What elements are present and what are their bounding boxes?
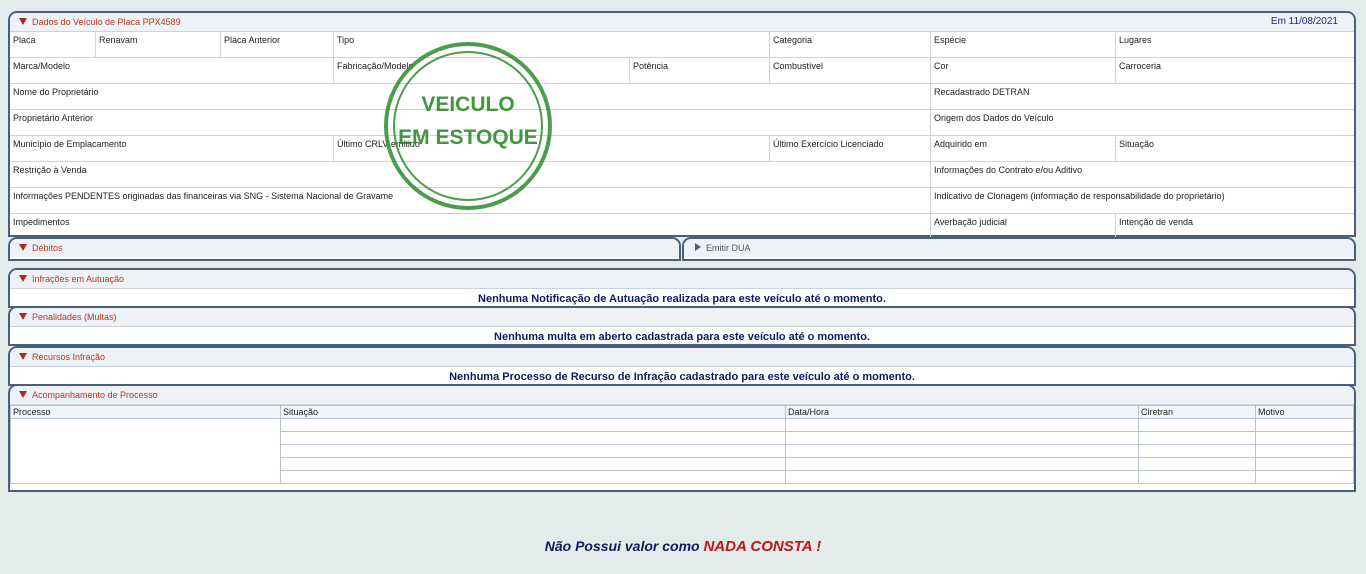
field-label: Espécie: [934, 35, 967, 45]
penalidades-message: Nenhuma multa em aberto cadastrada para este veículo até o momento.: [494, 331, 870, 343]
collapse-triangle-icon[interactable]: [19, 391, 27, 398]
field-label: Carroceria: [1119, 61, 1162, 71]
field-label: Situação: [1119, 139, 1155, 149]
field-label: Nome do Proprietário: [13, 87, 99, 97]
vehicle-field-grid: [10, 32, 1354, 239]
vehicle-data-panel: [8, 11, 1356, 237]
column-header: Processo: [11, 406, 281, 419]
query-date: Em 11/08/2021: [1270, 16, 1338, 27]
field-label: Informações do Contrato e/ou Aditivo: [934, 165, 1083, 175]
field-label: Lugares: [1119, 35, 1152, 45]
recursos-panel: [8, 346, 1356, 386]
field-label: Adquirido em: [934, 139, 988, 149]
field-row: [10, 214, 1354, 239]
nada-consta-notice: [0, 538, 1366, 555]
processo-table: [10, 405, 1354, 484]
field-label: Último CRLV emitido: [337, 139, 420, 149]
field-label: Placa Anterior: [224, 35, 281, 45]
table-cell: [1256, 419, 1354, 432]
emitir-dua-title: Emitir DUA: [706, 243, 751, 253]
field-row: [10, 84, 1354, 110]
emitir-dua-header[interactable]: [684, 239, 1354, 257]
table-cell: [281, 419, 786, 432]
processo-panel: [8, 384, 1356, 492]
infracoes-message: Nenhuma Notificação de Autuação realizada para este veículo até o momento.: [478, 293, 886, 305]
vehicle-data-header[interactable]: [10, 13, 1354, 32]
collapse-triangle-icon[interactable]: [19, 353, 27, 360]
table-cell: [1139, 458, 1256, 471]
table-cell: [1256, 445, 1354, 458]
emitir-dua-panel: [682, 237, 1356, 261]
field-row: [10, 58, 1354, 84]
penalidades-panel: [8, 306, 1356, 346]
infracoes-header[interactable]: [10, 270, 1354, 289]
table-cell: [786, 445, 1139, 458]
recursos-title: Recursos Infração: [32, 352, 106, 362]
field-label: Recadastrado DETRAN: [934, 87, 1030, 97]
processo-title: Acompanhamento de Processo: [32, 390, 158, 400]
table-header-row: [11, 406, 1354, 419]
table-cell: [1256, 471, 1354, 484]
table-cell: [786, 458, 1139, 471]
column-header: Ciretran: [1139, 406, 1256, 419]
collapse-triangle-icon[interactable]: [19, 275, 27, 282]
field-label: Cor: [934, 61, 949, 71]
recursos-message: Nenhuma Processo de Recurso de Infração cadastrado para este veículo até o momento.: [449, 371, 915, 383]
field-label: Último Exercício Licenciado: [773, 139, 884, 149]
field-label: Placa: [13, 35, 36, 45]
field-label: Potência: [633, 61, 669, 71]
processo-header[interactable]: [10, 386, 1354, 405]
penalidades-header[interactable]: [10, 308, 1354, 327]
field-label: Fabricação/Modelo: [337, 61, 414, 71]
field-label: Intenção de venda: [1119, 217, 1194, 227]
field-label: Município de Emplacamento: [13, 139, 127, 149]
field-label: Informações PENDENTES originadas das financeiras via SNG - Sistema Nacional de Gravame: [13, 191, 394, 201]
field-label: Proprietário Anterior: [13, 113, 94, 123]
column-header: Motivo: [1256, 406, 1354, 419]
table-cell: [281, 458, 786, 471]
table-cell: [11, 419, 281, 484]
field-label: Combustível: [773, 61, 824, 71]
table-row: [11, 419, 1354, 432]
collapse-triangle-icon[interactable]: [19, 244, 27, 251]
table-cell: [281, 432, 786, 445]
debitos-panel: [8, 237, 681, 261]
field-label: Indicativo de Clonagem (informação de responsabilidade do proprietário): [934, 191, 1225, 201]
debitos-header[interactable]: [10, 239, 679, 257]
field-label: Marca/Modelo: [13, 61, 71, 71]
field-row: [10, 136, 1354, 162]
table-cell: [281, 445, 786, 458]
table-cell: [1256, 458, 1354, 471]
stamp-line-2: EM ESTOQUE: [398, 126, 538, 149]
debitos-title: Débitos: [32, 243, 63, 253]
table-cell: [1139, 445, 1256, 458]
field-label: Restrição à Venda: [13, 165, 87, 175]
field-label: Renavam: [99, 35, 138, 45]
recursos-header[interactable]: [10, 348, 1354, 367]
stamp-line-1: VEICULO: [421, 93, 515, 116]
field-row: [10, 110, 1354, 136]
field-label: Tipo: [337, 35, 355, 45]
field-label: Origem dos Dados do Veículo: [934, 113, 1054, 123]
field-row: [10, 32, 1354, 58]
vehicle-data-title: Dados do Veículo de Placa PPX4589: [32, 17, 181, 27]
table-cell: [1139, 432, 1256, 445]
column-header: Situação: [281, 406, 786, 419]
column-header: Data/Hora: [786, 406, 1139, 419]
field-row: [10, 188, 1354, 214]
field-label: Categoria: [773, 35, 813, 45]
field-label: Impedimentos: [13, 217, 70, 227]
expand-triangle-icon[interactable]: [695, 243, 701, 251]
table-cell: [281, 471, 786, 484]
table-cell: [786, 471, 1139, 484]
notice-emphasis: NADA CONSTA !: [703, 538, 822, 555]
infracoes-panel: [8, 268, 1356, 308]
infracoes-title: Infrações em Autuação: [32, 274, 125, 284]
collapse-triangle-icon[interactable]: [19, 313, 27, 320]
table-cell: [786, 419, 1139, 432]
field-row: [10, 162, 1354, 188]
notice-text: Não Possui valor como: [544, 538, 704, 554]
field-label: Averbação judicial: [934, 217, 1007, 227]
penalidades-title: Penalidades (Multas): [32, 312, 117, 322]
table-cell: [786, 432, 1139, 445]
table-cell: [1139, 471, 1256, 484]
table-cell: [1139, 419, 1256, 432]
collapse-triangle-icon[interactable]: [19, 18, 27, 25]
table-cell: [1256, 432, 1354, 445]
